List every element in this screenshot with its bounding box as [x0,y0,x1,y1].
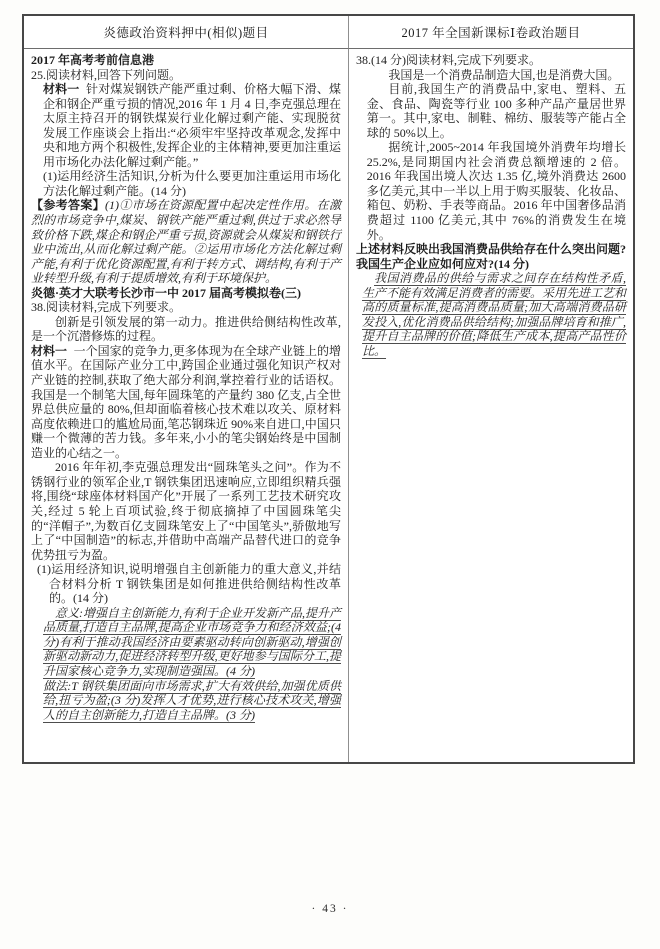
question-38-subquestion: (1)运用经济知识,说明增强自主创新能力的重大意义,并结合材料分析 T 钢铁集团是如何推进供给侧结构性改革的。(14 分) [37,562,341,606]
table-header-left [24,16,349,49]
question-25-subquestion: (1)运用经济生活知识,分析为什么要更加注重运用市场化方法化解过剩产能。(14 分) [43,169,341,198]
header-right-title: 2017 年全国新课标Ⅰ卷政治题目 [401,26,581,40]
source-title-2: 炎德·英才大联考长沙市一中 2017 届高考模拟卷(三) [31,285,301,300]
comparison-table [22,14,635,764]
material-one-label: 材料一 [43,82,80,97]
question-25-material [31,82,341,169]
question-25-reference-answer [31,198,341,285]
question-38-stem: 38.阅读材料,完成下列要求。 [31,300,182,315]
material-one-text: 针对煤炭钢铁产能严重过剩、价格大幅下滑、煤企和钢企严重亏损的情况,2016 年 1 月 4 日,李克强总理在太原主持召开的钢铁煤炭行业化解过剩产能、实现脱贫发展工作座谈会上指出:“必须牢牢坚持改革观念,发挥中央和地方两个积极性,发挥企业的主体精神,要更加注重运用市场化办法化解过剩产能。” [43,82,341,169]
table-header-right [349,16,633,49]
header-left-title: 炎德政治资料押中(相似)题目 [103,26,269,40]
left-column-cell [24,49,349,762]
national-q38-paragraph-2: 目前,我国生产的消费品中,家电、塑料、五金、食品、陶瓷等行业 100 多种产品产量居世界第一。其中,家电、制鞋、棉纺、服装等产能占全球的 50%以上。 [366,82,626,140]
source-title-1: 2017 年高考考前信息港 [31,53,155,67]
national-q38-question: 上述材料反映出我国消费品供给存在什么突出问题?我国生产企业应如何应对?(14 分) [356,242,627,271]
question-38-material [31,344,341,460]
question-38-paragraph-2: 2016 年年初,李克强总理发出“圆珠笔头之问”。作为不锈钢行业的领军企业,T 钢铁集团迅速响应,立即组织精兵强将,围绕“球座体材料国产化”开展了一系列工艺技术研究攻关,经过 5 轮上百项试验,终于彻底摘掉了中国圆珠笔尖的“洋帽子”,为数百亿支圆珠笔安上了“中国笔头”,骄傲地写上了“中国制造”的标志,并借助中高端产品替代进口的竞争优势扭亏为盈。 [31,460,341,562]
reference-answer-text: (1)①市场在资源配置中起决定性作用。在激烈的市场竞争中,煤炭、钢铁产能严重过剩,供过于求必然导致价格下跌,煤企和钢企严重亏损,资源就会从煤炭和钢铁行业中流出,从而化解过剩产能。②运用市场化方法化解过剩产能,有利于优化资源配置,有利于转方式、调结构,有利于产业转型升级,有利于提质增效,有利于环境保护。 [31,198,341,286]
right-column-cell [349,49,633,762]
national-q38-paragraph-3: 据统计,2005~2014 年我国境外消费年均增长 25.2%,是同期国内社会消费总额增速的 2 倍。2016 年我国出境人次达 1.35 亿,境外消费达 2600 多亿美元,其中一半以上用于购买服装、化妆品、箱包、奶粉、手表等商品。2016 年中国奢侈品消费超过 1100 亿美元,其中 76%的消费发生在境外。 [366,140,626,242]
handwritten-answer-practice: 做法:T 钢铁集团面向市场需求,扩大有效供给,加强优质供给,扭亏为盈;(3 分)发挥人才优势,进行核心技术攻关,增强人的自主创新能力,打造自主品牌。(3 分) [43,678,341,722]
material-one-label-2: 材料一 [31,343,68,358]
handwritten-answer-meaning: 意义:增强自主创新能力,有利于企业开发新产品,提升产品质量,打造自主品牌,提高企业市场竞争力和经济效益;(4 分)有利于推动我国经济由要素驱动转向创新驱动,增强创新驱动新动力,促进经济转型升级,更好地参与国际分工,提升国家核心竞争力,实现制造强国。(4 分) [43,605,341,678]
page-number: · 43 · [311,903,349,915]
reference-answer-label: 【参考答案】 [31,198,105,213]
question-25-stem: 25.阅读材料,回答下列问题。 [31,67,182,82]
national-question-38-stem: 38.(14 分)阅读材料,完成下列要求。 [356,53,541,67]
handwritten-answer-right: 我国消费品的供给与需求之间存在结构性矛盾,生产不能有效满足消费者的需要。采用先进工艺和高的质量标准,提高消费品质量;加大高端消费品研发投入,优化消费品供给结构;加强品牌培育和推广,提升自主品牌的价值;降低生产成本,提高产品性价比。 [362,271,627,358]
national-q38-paragraph-1: 我国是一个消费品制造大国,也是消费大国。 [388,67,620,82]
material-one-text-2: 一个国家的竞争力,更多体现为在全球产业链上的增值水平。在国际产业分工中,跨国企业通过强化知识产权对产业链的控制,获取了绝大部分利润,掌控着行业的话语权。我国是一个制笔大国,每年圆珠笔的产量约 380 亿支,占全世界总供应量的 80%,但却面临着核心技术难以攻关、原材料高度依赖进口的尴尬局面,笔芯钢珠近 90%来自进口,中国只赚一个微薄的苦力钱。多年来,小小的笔尖钢始终是中国制造业的心结之一。 [31,343,341,460]
question-38-lead: 创新是引领发展的第一动力。推进供给侧结构性改革,是一个沉潜修炼的过程。 [31,314,341,344]
